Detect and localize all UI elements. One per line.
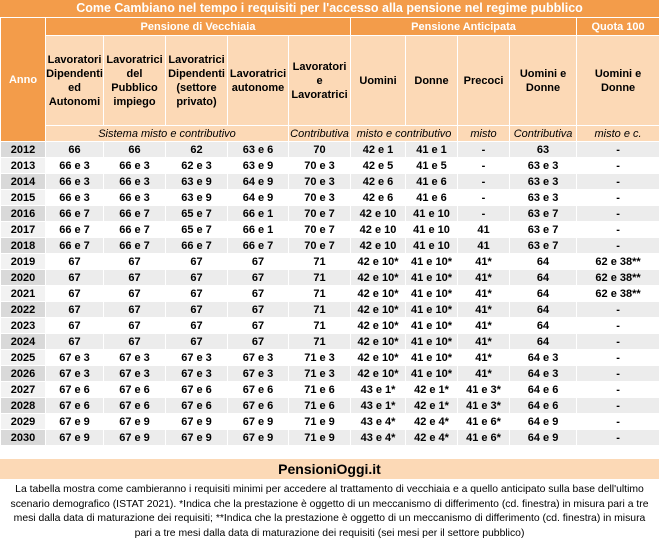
value-cell: 41* — [458, 318, 510, 334]
table-row — [1, 334, 659, 350]
value-cell: 71 — [289, 270, 351, 286]
value-cell: 67 e 6 — [104, 398, 166, 414]
value-cell: 67 e 3 — [46, 350, 104, 366]
value-cell: 67 — [228, 286, 289, 302]
year-cell: 2020 — [1, 270, 46, 286]
value-cell: 67 — [228, 318, 289, 334]
table-row — [1, 206, 659, 222]
value-cell: 71 e 9 — [289, 430, 351, 446]
value-cell: 71 — [289, 286, 351, 302]
value-cell: 67 — [104, 286, 166, 302]
footnote: La tabella mostra come cambieranno i requisiti minimi per accedere al trattamento di vecchiaia e a quello anticipato sulla base dell'ultimo scenario demografico (ISTAT 2021). *Indica che la prestazione è oggetto di un meccanismo di differimento (cd. finestra) in misura pari a tre mesi dalla data di maturazione dei requisiti; **Indica che la prestazione è oggetto di un meccanismo di differimento (cd. finestra) in misura pari a tre mesi dalla data di maturazione dei requisiti (sei mesi per il settore pubblico) — [0, 483, 659, 541]
value-cell: 71 — [289, 334, 351, 350]
value-cell: 67 — [104, 334, 166, 350]
value-cell: 66 e 1 — [228, 222, 289, 238]
value-cell: 66 e 3 — [104, 174, 166, 190]
value-cell: 66 e 7 — [228, 238, 289, 254]
value-cell: - — [577, 350, 659, 366]
value-cell: 67 — [46, 254, 104, 270]
value-cell: 67 — [166, 334, 228, 350]
value-cell: - — [577, 398, 659, 414]
value-cell: 67 e 6 — [228, 398, 289, 414]
value-cell: - — [577, 238, 659, 254]
page-title: Come Cambiano nel tempo i requisiti per l'accesso alla pensione nel regime pubblico — [0, 0, 659, 17]
value-cell: 67 — [228, 254, 289, 270]
value-cell: 67 e 9 — [104, 430, 166, 446]
value-cell: - — [577, 222, 659, 238]
year-cell: 2015 — [1, 190, 46, 206]
value-cell: 41 — [458, 222, 510, 238]
value-cell: 62 e 38** — [577, 286, 659, 302]
value-cell: 63 e 3 — [510, 174, 577, 190]
value-cell: - — [577, 366, 659, 382]
value-cell: 66 e 7 — [104, 238, 166, 254]
col-header-uomini-donne-quota100: Uomini e Donne — [577, 36, 659, 126]
system-label-misto-contributivo-anticipata: misto e contributivo — [351, 126, 458, 142]
value-cell: 41 e 10 — [406, 238, 458, 254]
value-cell: 66 e 3 — [46, 174, 104, 190]
system-label-misto-contributivo: Sistema misto e contributivo — [46, 126, 289, 142]
value-cell: - — [577, 206, 659, 222]
value-cell: 42 e 10* — [351, 270, 406, 286]
value-cell: 41 e 3* — [458, 398, 510, 414]
value-cell: 67 e 9 — [166, 430, 228, 446]
value-cell: 66 e 3 — [104, 158, 166, 174]
value-cell: 71 e 9 — [289, 414, 351, 430]
year-cell: 2024 — [1, 334, 46, 350]
value-cell: 66 e 7 — [46, 206, 104, 222]
value-cell: - — [577, 158, 659, 174]
year-cell: 2014 — [1, 174, 46, 190]
col-header-lavoratrici-autonome: Lavoratrici autonome — [228, 36, 289, 126]
year-cell: 2027 — [1, 382, 46, 398]
value-cell: 63 e 9 — [228, 158, 289, 174]
year-cell: 2012 — [1, 142, 46, 158]
value-cell: - — [458, 174, 510, 190]
value-cell: 70 — [289, 142, 351, 158]
value-cell: 41 e 10* — [406, 366, 458, 382]
table-row — [1, 318, 659, 334]
value-cell: 63 e 9 — [166, 190, 228, 206]
value-cell: 64 — [510, 254, 577, 270]
value-cell: 64 e 6 — [510, 398, 577, 414]
value-cell: 70 e 7 — [289, 238, 351, 254]
value-cell: 64 — [510, 286, 577, 302]
value-cell: 42 e 1 — [351, 142, 406, 158]
value-cell: 42 e 4* — [406, 430, 458, 446]
value-cell: 41 e 6 — [406, 174, 458, 190]
system-label-contributiva-anticipata: Contributiva — [510, 126, 577, 142]
value-cell: 42 e 10 — [351, 222, 406, 238]
value-cell: 42 e 10* — [351, 350, 406, 366]
section-anticipata: Pensione Anticipata — [351, 18, 577, 36]
value-cell: 67 e 3 — [228, 366, 289, 382]
value-cell: - — [458, 206, 510, 222]
value-cell: 67 e 6 — [104, 382, 166, 398]
value-cell: 63 e 3 — [510, 190, 577, 206]
value-cell: 63 e 9 — [166, 174, 228, 190]
value-cell: - — [577, 382, 659, 398]
value-cell: - — [577, 414, 659, 430]
year-cell: 2028 — [1, 398, 46, 414]
value-cell: - — [458, 142, 510, 158]
value-cell: 64 — [510, 334, 577, 350]
year-cell: 2025 — [1, 350, 46, 366]
value-cell: - — [577, 430, 659, 446]
value-cell: 62 e 3 — [166, 158, 228, 174]
year-cell: 2023 — [1, 318, 46, 334]
system-label-misto-c: misto e c. — [577, 126, 659, 142]
table-row — [1, 414, 659, 430]
value-cell: 42 e 4* — [406, 414, 458, 430]
value-cell: 67 e 3 — [228, 350, 289, 366]
value-cell: 41 e 10 — [406, 222, 458, 238]
value-cell: 41* — [458, 302, 510, 318]
value-cell: - — [577, 142, 659, 158]
value-cell: 67 — [228, 270, 289, 286]
value-cell: 70 e 7 — [289, 206, 351, 222]
year-cell: 2017 — [1, 222, 46, 238]
year-cell: 2026 — [1, 366, 46, 382]
value-cell: 64 e 9 — [228, 174, 289, 190]
value-cell: 41 e 10* — [406, 286, 458, 302]
section-quota100: Quota 100 — [577, 18, 659, 36]
value-cell: 67 e 6 — [166, 382, 228, 398]
value-cell: 71 — [289, 302, 351, 318]
value-cell: 65 e 7 — [166, 206, 228, 222]
value-cell: - — [577, 190, 659, 206]
value-cell: 64 e 9 — [510, 414, 577, 430]
value-cell: 41 — [458, 238, 510, 254]
table-row — [1, 238, 659, 254]
value-cell: 67 — [46, 270, 104, 286]
col-header-lavoratori-dipendenti-autonomi: Lavoratori Dipendenti ed Autonomi — [46, 36, 104, 126]
value-cell: 67 — [166, 286, 228, 302]
value-cell: 42 e 10* — [351, 302, 406, 318]
value-cell: 41 e 3* — [458, 382, 510, 398]
value-cell: 41 e 6* — [458, 414, 510, 430]
value-cell: 66 e 3 — [46, 190, 104, 206]
value-cell: - — [577, 318, 659, 334]
value-cell: 41 e 10* — [406, 270, 458, 286]
value-cell: 41 e 10* — [406, 302, 458, 318]
year-cell: 2018 — [1, 238, 46, 254]
value-cell: 41 e 6 — [406, 190, 458, 206]
value-cell: 62 — [166, 142, 228, 158]
value-cell: 67 e 3 — [166, 366, 228, 382]
value-cell: 66 e 7 — [104, 206, 166, 222]
value-cell: 67 e 6 — [46, 398, 104, 414]
value-cell: 42 e 6 — [351, 174, 406, 190]
value-cell: 66 — [46, 142, 104, 158]
value-cell: 41* — [458, 334, 510, 350]
value-cell: 66 e 7 — [46, 238, 104, 254]
value-cell: 42 e 10* — [351, 254, 406, 270]
value-cell: - — [577, 302, 659, 318]
table-row — [1, 430, 659, 446]
value-cell: 63 e 7 — [510, 238, 577, 254]
value-cell: 67 — [104, 302, 166, 318]
table-row — [1, 366, 659, 382]
table-row — [1, 350, 659, 366]
col-header-lavoratori-lavoratrici: Lavoratori e Lavoratrici — [289, 36, 351, 126]
value-cell: 65 e 7 — [166, 222, 228, 238]
value-cell: 41* — [458, 286, 510, 302]
value-cell: 64 — [510, 318, 577, 334]
value-cell: 67 e 9 — [166, 414, 228, 430]
value-cell: 64 — [510, 270, 577, 286]
table-row — [1, 398, 659, 414]
col-header-uomini-donne-anticipata: Uomini e Donne — [510, 36, 577, 126]
table-row — [1, 254, 659, 270]
table-row — [1, 270, 659, 286]
value-cell: 67 — [46, 334, 104, 350]
value-cell: 67 e 6 — [166, 398, 228, 414]
value-cell: 66 e 3 — [46, 158, 104, 174]
value-cell: 41* — [458, 270, 510, 286]
value-cell: 66 e 3 — [104, 190, 166, 206]
value-cell: 42 e 5 — [351, 158, 406, 174]
value-cell: 42 e 10 — [351, 206, 406, 222]
value-cell: 71 e 3 — [289, 350, 351, 366]
value-cell: 41 e 5 — [406, 158, 458, 174]
value-cell: 63 e 7 — [510, 206, 577, 222]
value-cell: 63 e 7 — [510, 222, 577, 238]
value-cell: 67 — [166, 270, 228, 286]
value-cell: 67 — [104, 270, 166, 286]
value-cell: 41 e 1 — [406, 142, 458, 158]
value-cell: 67 e 6 — [46, 382, 104, 398]
value-cell: - — [577, 334, 659, 350]
value-cell: 42 e 1* — [406, 382, 458, 398]
value-cell: 71 e 3 — [289, 366, 351, 382]
year-cell: 2021 — [1, 286, 46, 302]
value-cell: 42 e 10 — [351, 238, 406, 254]
value-cell: 67 e 3 — [104, 366, 166, 382]
value-cell: 67 — [104, 318, 166, 334]
value-cell: 70 e 3 — [289, 174, 351, 190]
value-cell: 62 e 38** — [577, 270, 659, 286]
value-cell: 42 e 1* — [406, 398, 458, 414]
value-cell: 42 e 10* — [351, 286, 406, 302]
value-cell: 43 e 4* — [351, 414, 406, 430]
value-cell: 67 — [166, 318, 228, 334]
value-cell: 67 e 9 — [104, 414, 166, 430]
value-cell: 42 e 10* — [351, 318, 406, 334]
value-cell: 64 e 9 — [510, 430, 577, 446]
value-cell: 70 e 7 — [289, 222, 351, 238]
value-cell: 66 e 7 — [166, 238, 228, 254]
value-cell: 41 e 10* — [406, 318, 458, 334]
table-row — [1, 174, 659, 190]
brand-name: PensioniOggi.it — [0, 459, 659, 479]
col-header-lavoratrici-pubblico: Lavoratrici del Pubblico impiego — [104, 36, 166, 126]
value-cell: 41 e 10 — [406, 206, 458, 222]
value-cell: 67 e 3 — [46, 366, 104, 382]
value-cell: 67 — [104, 254, 166, 270]
year-cell: 2016 — [1, 206, 46, 222]
value-cell: 67 e 9 — [228, 430, 289, 446]
system-label-misto: misto — [458, 126, 510, 142]
requirements-table — [0, 17, 659, 446]
value-cell: 41* — [458, 254, 510, 270]
year-cell: 2030 — [1, 430, 46, 446]
value-cell: 41 e 10* — [406, 350, 458, 366]
value-cell: 67 — [166, 254, 228, 270]
value-cell: 41 e 10* — [406, 254, 458, 270]
value-cell: 67 — [228, 334, 289, 350]
value-cell: - — [577, 174, 659, 190]
value-cell: 67 e 9 — [228, 414, 289, 430]
value-cell: 70 e 3 — [289, 158, 351, 174]
col-header-uomini: Uomini — [351, 36, 406, 126]
year-cell: 2013 — [1, 158, 46, 174]
table-body — [1, 142, 659, 446]
col-header-precoci: Precoci — [458, 36, 510, 126]
table-row — [1, 222, 659, 238]
value-cell: 63 e 3 — [510, 158, 577, 174]
year-cell: 2022 — [1, 302, 46, 318]
value-cell: 64 e 3 — [510, 366, 577, 382]
value-cell: 63 e 6 — [228, 142, 289, 158]
table-row — [1, 302, 659, 318]
value-cell: 67 e 9 — [46, 414, 104, 430]
value-cell: 67 e 3 — [104, 350, 166, 366]
value-cell: 71 — [289, 318, 351, 334]
value-cell: 64 e 9 — [228, 190, 289, 206]
value-cell: - — [458, 190, 510, 206]
system-label-contributiva: Contributiva — [290, 127, 349, 140]
value-cell: - — [458, 158, 510, 174]
value-cell: 42 e 6 — [351, 190, 406, 206]
value-cell: 67 e 3 — [166, 350, 228, 366]
col-header-donne: Donne — [406, 36, 458, 126]
table-row — [1, 158, 659, 174]
year-cell: 2029 — [1, 414, 46, 430]
value-cell: 67 — [166, 302, 228, 318]
value-cell: 70 e 3 — [289, 190, 351, 206]
value-cell: 41 e 10* — [406, 334, 458, 350]
value-cell: 41* — [458, 366, 510, 382]
value-cell: 67 — [46, 302, 104, 318]
value-cell: 64 e 6 — [510, 382, 577, 398]
table-row — [1, 382, 659, 398]
value-cell: 66 e 7 — [46, 222, 104, 238]
value-cell: 66 — [104, 142, 166, 158]
value-cell: 67 — [46, 318, 104, 334]
value-cell: 41 e 6* — [458, 430, 510, 446]
value-cell: 64 — [510, 302, 577, 318]
value-cell: 71 e 6 — [289, 398, 351, 414]
year-cell: 2019 — [1, 254, 46, 270]
value-cell: 42 e 10* — [351, 366, 406, 382]
table-row — [1, 286, 659, 302]
value-cell: 41* — [458, 350, 510, 366]
year-column-header: Anno — [1, 18, 46, 142]
value-cell: 67 e 9 — [46, 430, 104, 446]
value-cell: 66 e 7 — [104, 222, 166, 238]
value-cell: 66 e 1 — [228, 206, 289, 222]
value-cell: 42 e 10* — [351, 334, 406, 350]
table-row — [1, 190, 659, 206]
value-cell: 63 — [510, 142, 577, 158]
value-cell: 43 e 1* — [351, 382, 406, 398]
col-header-lavoratrici-privato: Lavoratrici Dipendenti (settore privato) — [166, 36, 228, 126]
value-cell: 67 — [228, 302, 289, 318]
value-cell: 67 e 6 — [228, 382, 289, 398]
value-cell: 43 e 4* — [351, 430, 406, 446]
value-cell: 71 e 6 — [289, 382, 351, 398]
section-vecchiaia: Pensione di Vecchiaia — [46, 18, 351, 36]
value-cell: 67 — [46, 286, 104, 302]
value-cell: 64 e 3 — [510, 350, 577, 366]
table-row — [1, 142, 659, 158]
value-cell: 62 e 38** — [577, 254, 659, 270]
value-cell: 43 e 1* — [351, 398, 406, 414]
value-cell: 71 — [289, 254, 351, 270]
